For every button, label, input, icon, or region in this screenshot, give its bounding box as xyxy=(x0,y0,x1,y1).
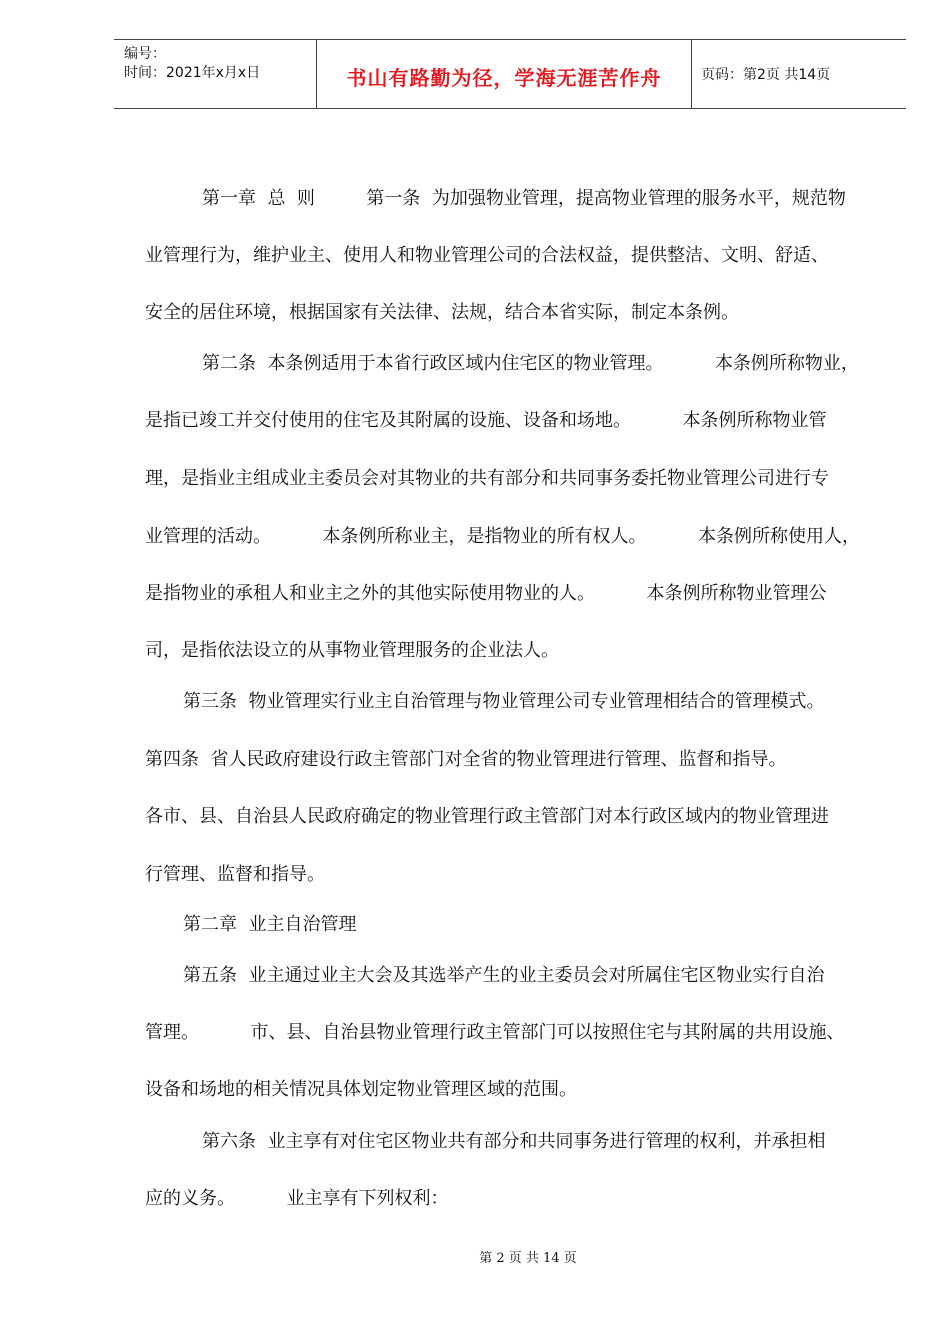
body-line: 第四条 省人民政府建设行政主管部门对全省的物业管理进行管理、监督和指导。 xyxy=(145,749,787,770)
body-line: 安全的居住环境，根据国家有关法律、法规，结合本省实际，制定本条例。 xyxy=(145,302,739,323)
header-meta-cell xyxy=(114,40,316,108)
body-line: 是指物业的承租人和业主之外的其他实际使用物业的人。 本条例所称物业管理公 xyxy=(145,583,827,604)
chapter-heading: 第二章 业主自治管理 xyxy=(183,914,357,935)
body-line: 第二条 本条例适用于本省行政区域内住宅区的物业管理。 本条例所称物业， xyxy=(202,353,859,374)
header-motto-cell xyxy=(316,40,692,108)
body-line: 各市、县、自治县人民政府确定的物业管理行政主管部门对本行政区域内的物业管理进 xyxy=(145,806,829,827)
body-line: 行管理、监督和指导。 xyxy=(145,864,325,885)
body-line: 第六条 业主享有对住宅区物业共有部分和共同事务进行管理的权利，并承担相 xyxy=(202,1131,826,1152)
body-line: 司，是指依法设立的从事物业管理服务的企业法人。 xyxy=(145,640,559,661)
document-number-label: 编号： xyxy=(124,46,166,62)
body-line: 第五条 业主通过业主大会及其选举产生的业主委员会对所属住宅区物业实行自治 xyxy=(183,965,825,986)
body-line: 第三条 物业管理实行业主自治管理与物业管理公司专业管理相结合的管理模式。 xyxy=(183,691,825,712)
body-line: 是指已竣工并交付使用的住宅及其附属的设施、设备和场地。 本条例所称物业管 xyxy=(145,410,827,431)
header-table xyxy=(114,39,906,109)
body-line: 第一章 总 则 第一条 为加强物业管理，提高物业管理的服务水平，规范物 xyxy=(202,188,846,209)
document-time-label: 时间：2021年x月x日 xyxy=(124,65,261,81)
header-page-cell xyxy=(691,40,906,108)
body-line: 应的义务。 业主享有下列权利： xyxy=(145,1188,449,1209)
body-line: 业管理的活动。 本条例所称业主，是指物业的所有权人。 本条例所称使用人， xyxy=(145,526,860,547)
body-line: 理，是指业主组成业主委员会对其物业的共有部分和共同事务委托物业管理公司进行专 xyxy=(145,468,829,489)
body-line: 业管理行为，维护业主、使用人和物业管理公司的合法权益，提供整洁、文明、舒适、 xyxy=(145,245,829,266)
header-page-info: 页码：第2页 共14页 xyxy=(701,67,831,83)
body-line: 管理。 市、县、自治县物业管理行政主管部门可以按照住宅与其附属的共用设施、 xyxy=(145,1022,845,1043)
motto-text: 书山有路勤为径，学海无涯苦作舟 xyxy=(346,66,662,90)
page-footer: 第 2 页 共 14 页 xyxy=(479,1251,577,1266)
body-line: 设备和场地的相关情况具体划定物业管理区域的范围。 xyxy=(145,1079,577,1100)
